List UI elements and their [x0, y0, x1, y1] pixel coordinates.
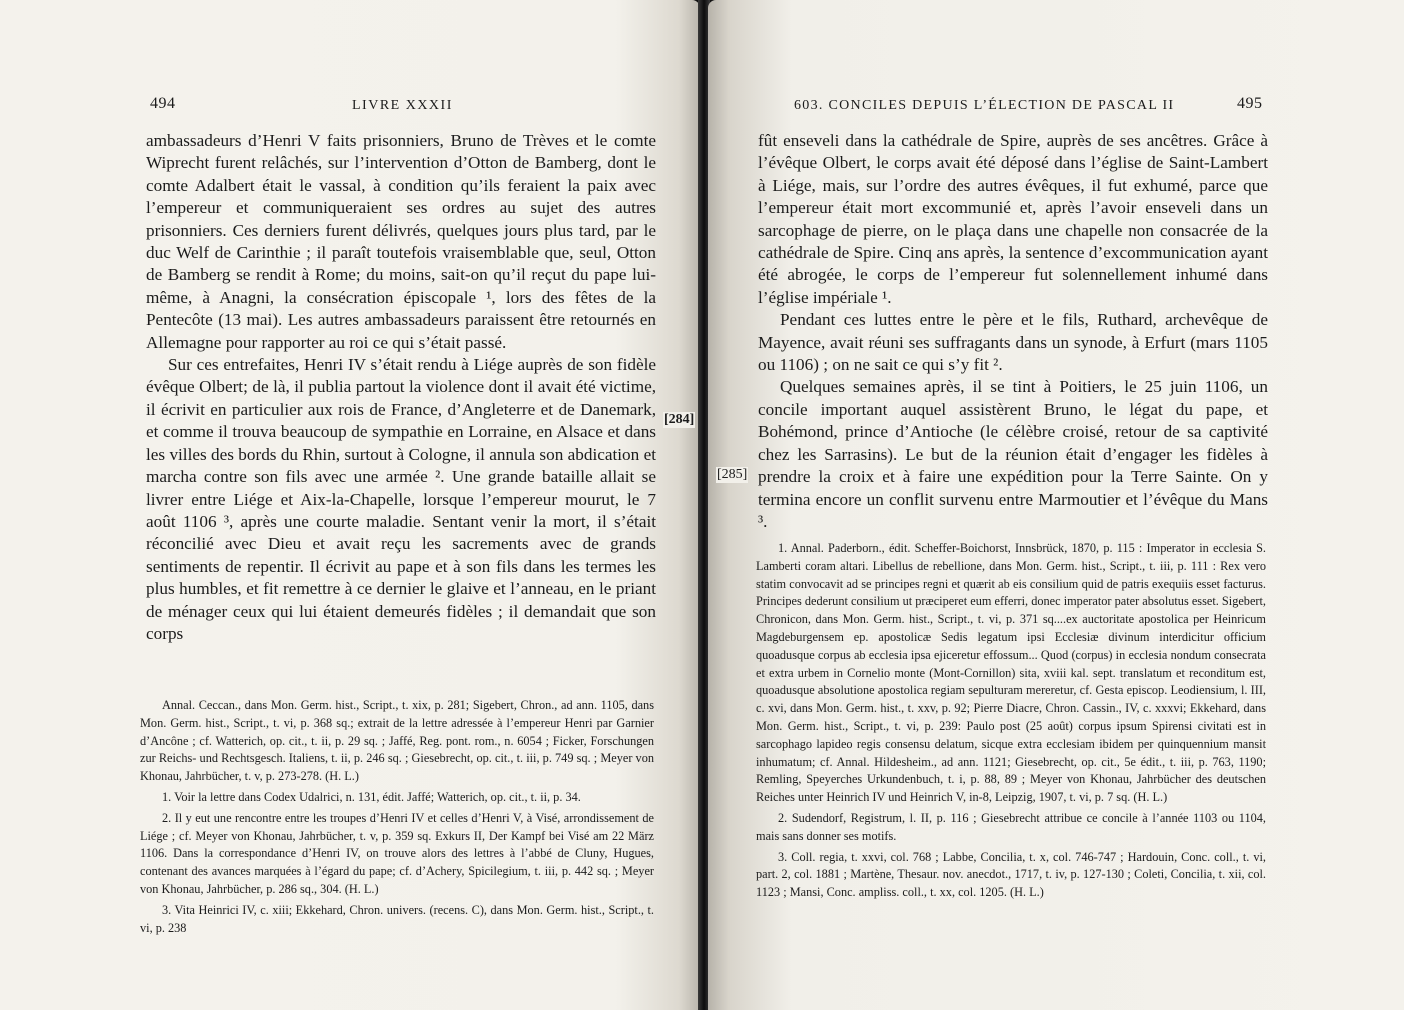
footnotes — [756, 540, 1266, 905]
footnote: 1. Annal. Paderborn., édit. Scheffer-Boichorst, Innsbrück, 1870, p. 115 : Imperator in ecclesia S. Lamberti coram altari. Libellus de rebellione, dans Mon. Germ. hist., Script., t. iii, p. 111 : Rex vero statim convocavit ad se principes regni et quærit ab eis consilium quid de patris exequiis esset facturus. Principes dederunt consilium ut præciperet eum efferri, donec imperator pater absolutus esset. Sigebert, Chronicon, dans Mon. Germ. hist., Script., t. vi, p. 371 sq....ex auctoritate apostolica per Heinricum Magdeburgensem ep. apostolicæ Sedis legatum ipsi Ecclesiæ divinum interdicitur officium quoadusque corpus ab ecclesia ipsa ejiceretur effossum... Quod (corpus) in ecclesia nondum consecrata et extra urbem in Cornelio monte (Mont-Cornillon) sita, xviii kal. sept. translatum et reconditum est, quoadusque absolutione apostolica regiam sepulturam mereretur, cf. Gesta episcop. Leodiensium, l. III, c. xvi, dans Mon. Germ. hist., t. xxv, p. 92; Pierre Diacre, Chron. Cassin., IV, c. xxxvi; Ekkehard, dans Mon. Germ. hist., Script., t. vi, p. 239: Paulo post (25 août) corpus ipsum Spirensi civitati est in sarcophago lapideo regis consensu delatum, sicque extra ecclesiam ibidem per quinquennium mansit inhumatum; cf. Annal. Hildesheim., ad ann. 1121; Giesebrecht, op. cit., 5e édit., t. iii, p. 763, 1190; Remling, Speyerches Urkundenbuch, t. i, p. 88, 89 ; Meyer von Khonau, Jahrbücher des deutschen Reiches unter Heinrich IV und Heinrich V, in-8, Leipzig, 1907, t. vi, p. 7 sq. (H. L.) — [756, 541, 1266, 805]
paragraph: Pendant ces luttes entre le père et le fils, Ruthard, archevêque de Mayence, avait réuni ses suffragants dans un synode, à Erfurt (mars 1105 ou 1106) ; on ne sait ce qui s’y fit ². — [758, 310, 1268, 375]
left-page — [0, 0, 700, 1010]
footnote: 1. Voir la lettre dans Codex Udalrici, n. 131, édit. Jaffé; Watterich, op. cit., t. ii, p. 34. — [162, 789, 581, 804]
margin-page-number: [285] — [717, 467, 748, 482]
page-number: 495 — [1237, 95, 1263, 112]
main-text — [146, 130, 656, 645]
footnote: 2. Il y eut une rencontre entre les troupes d’Henri IV et celles d’Henri V, à Visé, arrondissement de Liége ; cf. Meyer von Khonau, Jahrbücher, t. v, p. 359 sq. Exkurs II, Der Kampf bei Visé am 22 März 1106. Dans la correspondance d’Henri IV, on trouve alors des lettres à l’abbé de Cluny, Hugues, contenant des avances marquées à l’égard du pape; cf. d’Achery, Spicilegium, t. iii, p. 442 sq. ; Meyer von Khonau, Jahrbücher, p. 286 sq., 304. (H. L.) — [140, 810, 654, 896]
footnote: 2. Sudendorf, Registrum, l. II, p. 116 ; Giesebrecht attribue ce concile à l’année 1103 ou 1104, mais sans donner ses motifs. — [756, 810, 1266, 843]
paragraph: Sur ces entrefaites, Henri IV s’était rendu à Liége auprès de son fidèle évêque Olbert; de là, il publia partout la violence dont il avait été victime, il écrivit en particulier aux rois de France, d’Angleterre et de Danemark, et comme il trouva beaucoup de sympathie en Lorraine, en Alsace et dans les villes des bords du Rhin, surtout à Cologne, il annula son abdication et marcha contre son fils avec une armée ². Une grande bataille allait se livrer entre Liége et Aix-la-Chapelle, lorsque l’empereur mourut, le 7 août 1106 ³, après une courte maladie. Sentant venir la mort, il s’était réconcilié avec Dieu et avait reçu les sacrements avec de grands sentiments de repentir. Il écrivit au pape et à son fils dans les termes les plus humbles, et fit remettre à ce dernier le glaive et l’anneau, en le priant de ménager ceux qui lui étaient demeurés fidèles ; il demandait que son corps — [146, 355, 656, 643]
footnotes — [140, 697, 654, 940]
margin-page-number: [284] — [664, 412, 695, 427]
paragraph: Quelques semaines après, il se tint à Poitiers, le 25 juin 1106, un concile important auquel assistèrent Bruno, le légat du pape, et Bohémond, prince d’Antioche (le célèbre croisé, retour de sa captivité chez les Sarrasins). Le but de la réunion était d’engager les fidèles à prendre la croix et à faire une expédition pour la Terre Sainte. On y termina encore un conflit survenu entre Marmoutier et l’évêque du Mans ³. — [758, 377, 1268, 531]
running-head: 603. CONCILES DEPUIS L’ÉLECTION DE PASCAL II — [794, 98, 1175, 113]
page-number: 494 — [150, 95, 176, 112]
paragraph: fût enseveli dans la cathédrale de Spire, auprès de ses ancêtres. Grâce à l’évêque Olbert, le corps avait été déposé dans l’église de Saint-Lambert à Liége, mais, sur l’ordre des autres évêques, il fut exhumé, parce que l’empereur était mort excommunié et, après l’avoir enseveli dans un sarcophage de pierre, on le plaça dans une chapelle non consacrée de la cathédrale de Spire. Cinq ans après, la sentence d’excommunication ayant été abrogée, le corps de l’empereur fut solennellement inhumé dans l’église impériale ¹. — [758, 131, 1268, 307]
footnote: 3. Coll. regia, t. xxvi, col. 768 ; Labbe, Concilia, t. x, col. 746-747 ; Hardouin, Conc. coll., t. vi, part. 2, col. 1881 ; Martène, Thesaur. nov. anecdot., 1717, t. iv, p. 127-130 ; Coleti, Concilia, t. xii, col. 1123 ; Mansi, Conc. ampliss. coll., t. xx, col. 1205. (H. L.) — [756, 849, 1266, 900]
main-text — [758, 130, 1268, 533]
paragraph: ambassadeurs d’Henri V faits prisonniers, Bruno de Trèves et le comte Wiprecht furent relâchés, sur l’intervention d’Otton de Bamberg, dont le comte Adalbert était le vassal, à condition qu’ils feraient la paix avec l’empereur et communiqueraient ses ordres au sujet des autres prisonniers. Ces derniers furent délivrés, quelques jours plus tard, par le duc Welf de Carinthie ; il paraît toutefois vraisemblable que, seul, Otton de Bamberg se rendit à Rome; du moins, sait-on qu’il reçut du pape lui-même, à Anagni, la consécration épiscopale ¹, lors des fêtes de la Pentecôte (13 mai). Les autres ambassadeurs paraissent être retournés en Allemagne pour rapporter au roi ce qui s’était passé. — [146, 131, 656, 352]
footnote: Annal. Ceccan., dans Mon. Germ. hist., Script., t. xix, p. 281; Sigebert, Chron., ad ann. 1105, dans Mon. Germ. hist., Script., t. vi, p. 368 sq.; extrait de la lettre adressée à l’empereur Henri par Garnier d’Ancône ; cf. Watterich, op. cit., t. ii, p. 29 sq. ; Jaffé, Reg. pont. rom., n. 6054 ; Ficker, Forschungen zur Reichs- und Rechtsgesch. Italiens, t. ii, p. 246 sq. ; Giesebrecht, op. cit., t. iii, p. 749 sq. ; Meyer von Khonau, Jahrbücher, t. v, p. 273-278. (H. L.) — [140, 698, 654, 784]
right-page — [708, 0, 1404, 1010]
running-head: LIVRE XXXII — [352, 98, 453, 113]
footnote: 3. Vita Heinrici IV, c. xiii; Ekkehard, Chron. univers. (recens. C), dans Mon. Germ. hist., Script., t. vi, p. 238 — [140, 902, 654, 935]
